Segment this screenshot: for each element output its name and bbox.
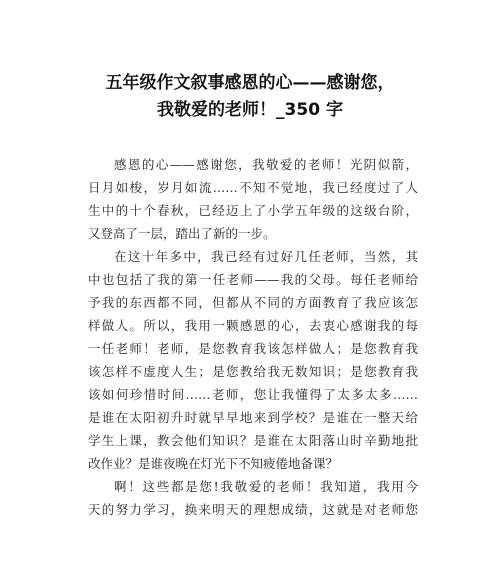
paragraph-line: 一任老师！老师，是您教育我该怎样做人；是您教育我 [88,341,418,356]
paragraph-line: 生中的十个春秋，已经迈上了小学五年级的这级台阶， [88,203,418,218]
paragraph-line: 在这十年多中，我已经有过好几任老师，当然，其 [114,249,418,264]
paragraph-line: 该如何珍惜时间……老师，您让我懂得了太多太多…… [88,387,418,402]
document-body [88,153,418,521]
paragraph-line: 该怎样不虚度人生；是您教给我无数知识；是您教育我 [88,364,418,379]
paragraph-line: 改作业？是谁夜晚在灯光下不知疲倦地备课？ [88,456,339,471]
document-title-line-1: 五年级作文叙事感恩的心——感谢您， [105,73,395,93]
paragraph-line: 是谁在太阳初升时就早早地来到学校？是谁在一整天给 [88,410,418,425]
paragraph-line: 中也包括了我的第一任老师——我的父母。每任老师给 [88,272,418,287]
paragraph-2 [88,245,418,475]
paragraph-line: 天的努力学习，换来明天的理想成绩，这就是对老师您 [88,502,418,517]
paragraph-line: 样做人。所以，我用一颗感恩的心，去衷心感谢我的每 [88,318,418,333]
paragraph-1 [88,153,418,245]
paragraph-line: 予我的东西都不同，但都从不同的方面教育了我应该怎 [88,295,418,310]
paragraph-line: 感恩的心——感谢您，我敬爱的老师！光阴似箭， [114,157,418,172]
paragraph-3 [88,475,418,521]
paragraph-line: 日月如梭，岁月如流……不知不觉地，我已经度过了人 [88,180,418,195]
document-title-line-2: 我敬爱的老师！_350 字 [157,100,343,120]
paragraph-line: 又登高了一层，踏出了新的一步。 [88,226,276,241]
paragraph-line: 学生上课，教会他们知识？是谁在太阳落山时辛勤地批 [88,433,418,448]
paragraph-line: 啊！这些都是您!我敬爱的老师！我知道，我用今 [114,479,418,494]
